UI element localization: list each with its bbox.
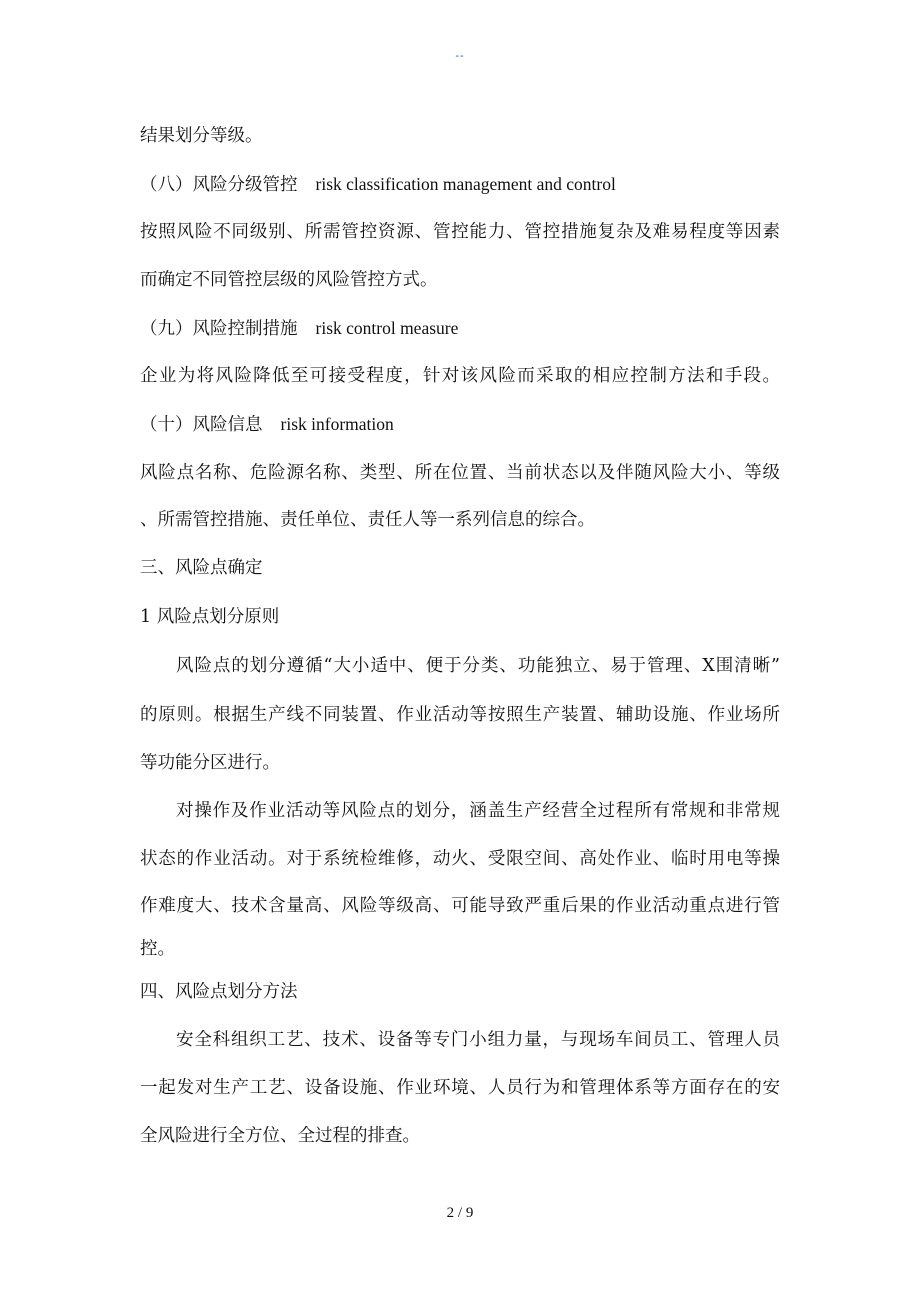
heading-cn: （九）风险控制措施	[140, 319, 298, 339]
subsection-title-3-1: 1 风险点划分原则	[140, 607, 280, 627]
text-line: 风险点名称、危险源名称、类型、所在位置、当前状态以及伴随风险大小、等级	[140, 463, 780, 483]
heading-cn: （八）风险分级管控	[140, 175, 298, 195]
heading-en: risk control measure	[315, 318, 459, 338]
heading-en: risk classification management and control	[315, 174, 616, 194]
text-line: 结果划分等级。	[140, 126, 263, 146]
text-line: 作难度大、技术含量高、风险等级高、可能导致严重后果的作业活动重点进行管	[140, 896, 780, 916]
page-header-mark: --	[455, 50, 465, 62]
text-line: 等功能分区进行。	[140, 753, 280, 773]
text-line: 、所需管控措施、责任单位、责任人等一系列信息的综合。	[140, 510, 595, 530]
text-line: 而确定不同管控层级的风险管控方式。	[140, 270, 438, 290]
text-line: 对操作及作业活动等风险点的划分，涵盖生产经营全过程所有常规和非常规	[176, 801, 780, 821]
section-heading-10	[140, 412, 780, 437]
text-line: 按照风险不同级别、所需管控资源、管控能力、管控措施复杂及难易程度等因素	[140, 222, 780, 242]
text-line: 状态的作业活动。对于系统检维修，动火、受限空间、高处作业、临时用电等操	[140, 849, 780, 869]
section-title-3: 三、风险点确定	[140, 558, 263, 578]
text-line: 安全科组织工艺、技术、设备等专门小组力量，与现场车间员工、管理人员	[176, 1030, 780, 1050]
text-line: 一起发对生产工艺、设备设施、作业环境、人员行为和管理体系等方面存在的安	[140, 1078, 780, 1098]
section-heading-8	[140, 172, 780, 197]
text-line: 企业为将风险降低至可接受程度，针对该风险而采取的相应控制方法和手段。	[140, 366, 780, 386]
text-line: 控。	[140, 939, 175, 959]
section-heading-9	[140, 316, 780, 341]
page-number: 2 / 9	[446, 1205, 474, 1221]
section-title-4: 四、风险点划分方法	[140, 982, 298, 1002]
heading-en: risk information	[280, 414, 394, 434]
text-line: 全风险进行全方位、全过程的排查。	[140, 1126, 420, 1146]
heading-cn: （十）风险信息	[140, 415, 263, 435]
text-line: 的原则。根据生产线不同装置、作业活动等按照生产装置、辅助设施、作业场所	[140, 705, 780, 725]
text-line: 风险点的划分遵循“大小适中、便于分类、功能独立、易于管理、X围清晰”	[176, 656, 780, 676]
